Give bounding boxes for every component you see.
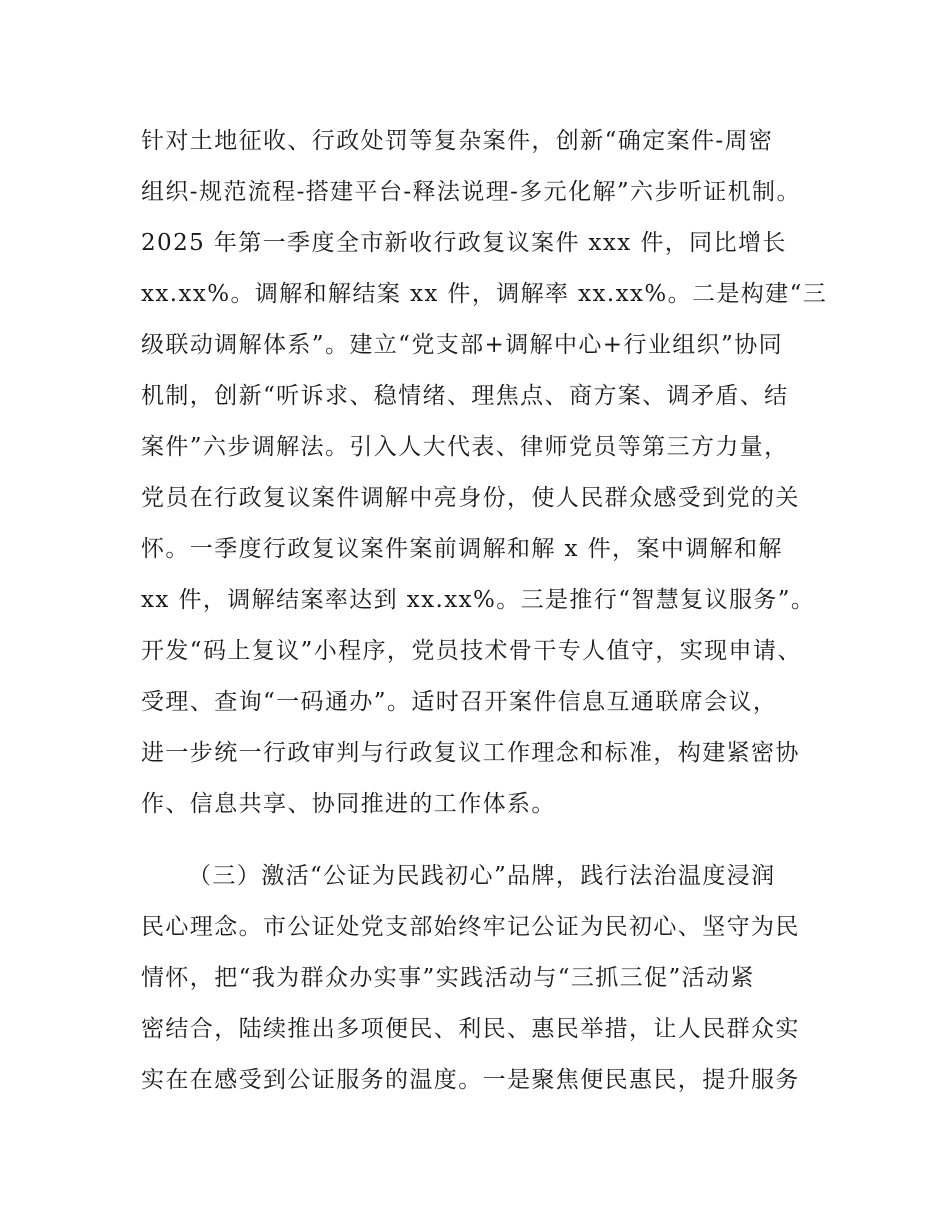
text-line: 针对土地征收、行政处罚等复杂案件，创新“确定案件-周密 bbox=[141, 128, 774, 154]
text-line: 实在在感受到公证服务的温度。一是聚焦便民惠民，提升服务 bbox=[141, 1067, 800, 1093]
text-line: 2025 年第一季度全市新收行政复议案件 xxx 件，同比增长 bbox=[141, 230, 787, 256]
text-line: 民心理念。市公证处党支部始终牢记公证为民初心、坚守为民 bbox=[141, 914, 800, 940]
text-line: 案件”六步调解法。引入人大代表、律师党员等第三方力量， bbox=[141, 434, 789, 460]
text-line: 级联动调解体系”。建立“党支部+调解中心+行业组织”协同 bbox=[141, 332, 784, 358]
text-line: 作、信息共享、协同推进的工作体系。 bbox=[141, 791, 556, 817]
text-line: 组织-规范流程-搭建平台-释法说理-多元化解”六步听证机制。 bbox=[141, 179, 801, 205]
text-line: 怀。一季度行政复议案件案前调解和解 x 件，案中调解和解 bbox=[141, 536, 783, 562]
text-line: 党员在行政复议案件调解中亮身份，使人民群众感受到党的关 bbox=[141, 485, 800, 511]
text-line: xx.xx%。调解和解结案 xx 件，调解率 xx.xx%。二是构建“三 bbox=[141, 281, 828, 307]
text-line: 受理、查询“一码通办”。适时召开案件信息互通联席会议， bbox=[141, 689, 778, 715]
text-line: 进一步统一行政审判与行政复议工作理念和标准，构建紧密协 bbox=[141, 740, 800, 766]
text-line: 机制，创新“听诉求、稳情绪、理焦点、商方案、调矛盾、结 bbox=[141, 383, 789, 409]
text-line: 密结合，陆续推出多项便民、利民、惠民举措，让人民群众实 bbox=[141, 1016, 800, 1042]
text-line: 开发“码上复议”小程序，党员技术骨干专人值守，实现申请、 bbox=[141, 638, 802, 664]
text-line: （三）激活“公证为民践初心”品牌，践行法治温度浸润 bbox=[188, 863, 776, 889]
text-line: xx 件，调解结案率达到 xx.xx%。三是推行“智慧复议服务”。 bbox=[141, 587, 816, 613]
text-line: 情怀，把“我为群众办实事”实践活动与“三抓三促”活动紧 bbox=[141, 965, 755, 991]
